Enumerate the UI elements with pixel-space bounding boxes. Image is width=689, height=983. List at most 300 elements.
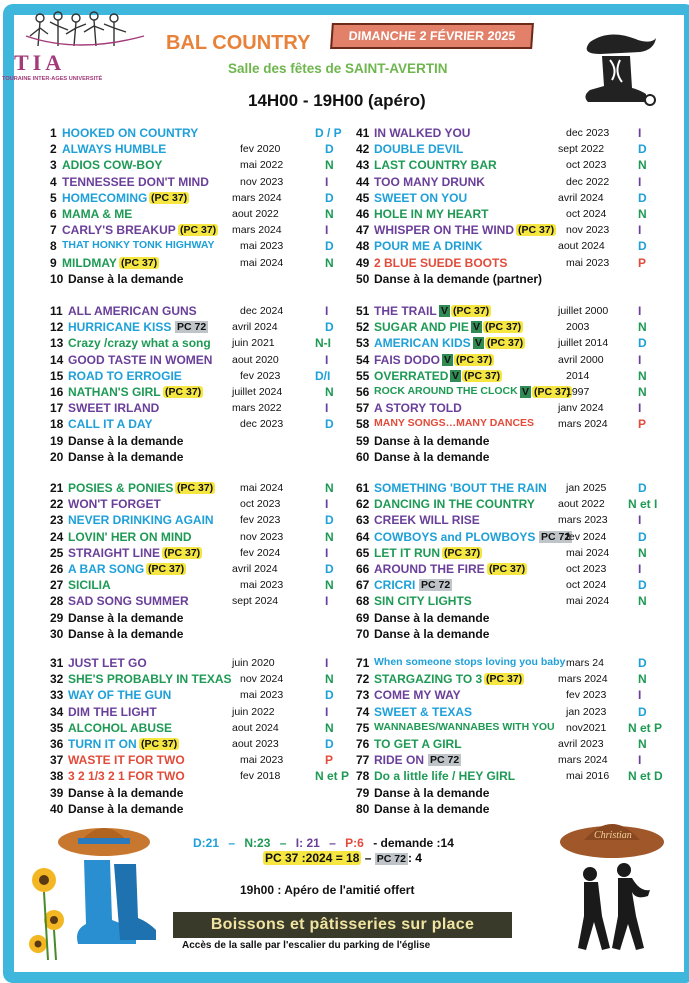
pc37-badge: (PC 37) [487, 337, 524, 350]
song-level: D [638, 704, 647, 719]
song-level: D [325, 142, 334, 157]
song-date: mai 2023 [240, 754, 284, 767]
song-date: aout 2023 [232, 738, 279, 750]
song-date: jan 2023 [566, 705, 607, 718]
pc-summary [263, 851, 422, 865]
song-level: I [638, 174, 642, 189]
song-title: Danse à la demande [68, 433, 184, 448]
song-date: dec 2023 [566, 127, 610, 139]
song-row [50, 530, 350, 546]
song-title: WANNABES/WANNABES WITH YOU [374, 720, 555, 733]
song-level: N [638, 207, 647, 221]
song-number: 58 [356, 417, 370, 432]
song-level: N [638, 320, 647, 335]
song-title: CRICRI [374, 578, 416, 593]
pc37-badge: (PC 37) [121, 256, 158, 269]
song-date: oct 2023 [566, 159, 607, 172]
song-row [50, 401, 350, 417]
song-row [50, 753, 350, 769]
song-title: 3 2 1/3 2 1 FOR TWO [68, 769, 185, 784]
song-title: CREEK WILL RISE [374, 513, 480, 528]
song-level: N-I [315, 336, 331, 351]
song-row [356, 272, 656, 288]
song-row [50, 481, 350, 497]
song-number: 56 [356, 385, 370, 399]
song-number: 34 [50, 704, 64, 719]
pc37-badge: (PC 37) [177, 482, 214, 494]
song-title: Danse à la demande [68, 785, 184, 800]
song-row [356, 385, 656, 401]
cowboy-boots-sunflowers-icon [24, 820, 174, 960]
song-date: mai 2023 [240, 689, 284, 702]
song-row [50, 126, 350, 142]
song-number: 65 [356, 545, 370, 560]
song-number: 53 [356, 336, 370, 351]
song-number: 80 [356, 801, 370, 816]
song-date: juin 2021 [232, 337, 275, 350]
song-level: D [325, 513, 334, 528]
song-number: 28 [50, 594, 64, 609]
song-level: N [325, 255, 334, 270]
song-date: aout 2022 [558, 498, 605, 511]
song-date: jan 2025 [566, 482, 607, 494]
song-title: 2 BLUE SUEDE BOOTS [374, 255, 508, 270]
song-number: 14 [50, 352, 64, 367]
song-title: ALWAYS HUMBLE [62, 142, 167, 157]
summary-pc72-count: : 4 [407, 851, 422, 865]
song-row [50, 320, 350, 336]
pc37-badge: (PC 37) [141, 738, 178, 750]
song-date: oct 2024 [566, 579, 607, 592]
song-title: Danse à la demande [68, 271, 184, 286]
song-row [356, 434, 656, 450]
song-date: mars 2024 [232, 224, 282, 237]
song-title: SOMETHING 'BOUT THE RAIN [374, 481, 547, 495]
v-badge: V [452, 369, 460, 382]
song-date: juillet 2024 [232, 386, 283, 398]
song-date: fev 2024 [240, 546, 281, 559]
song-title: Danse à la demande [374, 449, 490, 464]
song-date: nov 2023 [240, 175, 284, 188]
song-level: I [638, 562, 642, 576]
song-date: juillet 2014 [558, 337, 609, 350]
song-number: 61 [356, 481, 370, 495]
song-level: I [325, 304, 329, 318]
song-row [50, 256, 350, 272]
song-number: 57 [356, 401, 370, 416]
song-title: ALCOHOL ABUSE [68, 720, 173, 735]
song-date: sept 2024 [232, 595, 279, 608]
song-title: Danse à la demande [68, 801, 184, 816]
song-title: OVERRATED [374, 368, 449, 383]
song-number: 77 [356, 753, 370, 768]
song-row [356, 175, 656, 191]
song-date: mars 24 [566, 657, 604, 669]
song-title: Danse à la demande (partner) [374, 271, 543, 286]
song-number: 51 [356, 304, 370, 318]
song-row [50, 336, 350, 352]
pc72-badge: PC 72 [430, 754, 460, 767]
song-level: I [638, 513, 642, 528]
song-row [50, 627, 350, 643]
song-number: 39 [50, 785, 64, 800]
song-row [356, 786, 656, 802]
song-number: 35 [50, 720, 64, 735]
song-title: JUST LET GO [68, 656, 147, 670]
v-badge: V [475, 337, 483, 350]
summary-pc72: PC 72 [376, 853, 406, 865]
song-date: mai 2023 [240, 240, 284, 253]
song-date: mars 2024 [558, 673, 608, 686]
venue: Salle des fêtes de SAINT-AVERTIN [228, 61, 448, 76]
song-date: mars 2023 [558, 514, 608, 527]
song-title: DIM THE LIGHT [68, 704, 157, 719]
level-summary [193, 836, 454, 850]
song-level: N [325, 672, 334, 687]
song-level: N [325, 720, 334, 735]
song-level: D [325, 190, 334, 205]
song-date: avril 2024 [558, 191, 604, 204]
apero-note: 19h00 : Apéro de l'amitié offert [240, 883, 415, 897]
song-title: GOOD TASTE IN WOMEN [68, 352, 213, 367]
song-level: I [325, 401, 329, 416]
song-number: 79 [356, 785, 370, 800]
song-row [50, 721, 350, 737]
song-number: 50 [356, 271, 370, 286]
song-row [356, 530, 656, 546]
song-row [50, 497, 350, 513]
song-title: TO GET A GIRL [374, 737, 462, 751]
song-date: janv 2024 [558, 402, 604, 415]
song-level: I [325, 656, 329, 670]
song-title: Crazy /crazy what a song [68, 336, 211, 351]
song-title: STARGAZING TO 3 [374, 672, 483, 687]
song-level: I [325, 223, 329, 238]
song-level: N et D [628, 769, 663, 784]
logo-name: TIA [14, 50, 66, 75]
song-number: 52 [356, 320, 370, 335]
song-level: I [325, 352, 329, 367]
song-number: 71 [356, 656, 370, 670]
song-title: CALL IT A DAY [68, 417, 153, 432]
song-title: SUGAR AND PIE [374, 320, 469, 335]
song-date: mars 2022 [232, 402, 282, 415]
song-level: D [325, 239, 334, 254]
song-date: mai 2024 [566, 546, 610, 559]
song-level: D [638, 529, 647, 544]
song-title: SWEET & TEXAS [374, 704, 473, 719]
song-date: mai 2024 [566, 595, 610, 608]
song-date: 2003 [566, 321, 590, 334]
song-row [50, 802, 350, 818]
song-title: When someone stops loving you baby [374, 656, 566, 668]
song-row [356, 594, 656, 610]
song-number: 20 [50, 449, 64, 464]
song-number: 36 [50, 737, 64, 751]
song-row [50, 578, 350, 594]
song-row [50, 513, 350, 529]
summary-sep: – [361, 851, 375, 865]
song-level: N [638, 737, 647, 751]
song-title: Do a little life / HEY GIRL [374, 769, 516, 784]
song-row [50, 786, 350, 802]
song-title: POSIES & PONIES [68, 481, 174, 495]
song-row [50, 450, 350, 466]
pc37-badge: (PC 37) [151, 191, 188, 204]
song-title: POUR ME A DRINK [374, 239, 483, 254]
pc37-badge: (PC 37) [534, 386, 571, 398]
song-level: D [638, 239, 647, 254]
song-row [50, 546, 350, 562]
song-title: A BAR SONG [68, 562, 145, 576]
song-title: NATHAN'S GIRL [68, 385, 161, 399]
song-title: SICILIA [68, 578, 111, 593]
song-title: WASTE IT FOR TWO [68, 753, 185, 768]
song-row [356, 401, 656, 417]
song-row [356, 142, 656, 158]
song-level: P [325, 753, 334, 768]
song-date: mai 2022 [240, 159, 284, 172]
song-title: WHISPER ON THE WIND [374, 223, 514, 238]
song-number: 15 [50, 368, 64, 383]
song-date: mars 2024 [558, 418, 608, 431]
song-level: N [325, 158, 334, 173]
song-title: Danse à la demande [68, 449, 184, 464]
v-badge: V [473, 321, 481, 334]
song-date: sept 2022 [558, 143, 605, 156]
pc72-badge: PC 72 [421, 579, 451, 592]
song-level: N [638, 545, 647, 560]
song-date: mai 2024 [240, 482, 284, 494]
song-date: aout 2020 [232, 353, 279, 366]
pc37-badge: (PC 37) [180, 224, 217, 237]
song-date: mai 2016 [566, 770, 610, 783]
song-date: mai 2024 [240, 256, 284, 269]
song-row [50, 705, 350, 721]
song-number: 55 [356, 368, 370, 383]
song-level: N [325, 385, 334, 399]
song-date: dec 2022 [566, 175, 610, 188]
song-row [356, 497, 656, 513]
song-number: 9 [50, 255, 57, 270]
song-row [50, 688, 350, 704]
pc37-badge: (PC 37) [486, 673, 523, 686]
song-date: oct 2023 [566, 563, 607, 575]
song-level: D [638, 578, 647, 593]
song-date: oct 2024 [566, 208, 607, 220]
song-date: fev 2023 [240, 369, 281, 382]
song-level: D [638, 656, 647, 670]
song-title: Danse à la demande [374, 785, 490, 800]
song-row [356, 562, 656, 578]
pc37-badge: (PC 37) [485, 321, 522, 334]
song-row [356, 450, 656, 466]
song-title: LOVIN' HER ON MIND [68, 529, 192, 544]
song-date: aout 2024 [232, 721, 279, 734]
song-number: 33 [50, 688, 64, 703]
song-number: 67 [356, 578, 370, 593]
song-title: HOMECOMING [62, 190, 148, 205]
song-title: SHE'S PROBABLY IN TEXAS [68, 672, 232, 687]
song-number: 78 [356, 769, 370, 784]
song-number: 40 [50, 801, 64, 816]
song-title: TURN IT ON [68, 737, 137, 751]
song-level: I [638, 352, 642, 367]
song-number: 24 [50, 529, 64, 544]
drinks-banner [173, 912, 512, 938]
pc37-badge: (PC 37) [165, 386, 202, 398]
song-number: 64 [356, 529, 370, 544]
song-level: D [638, 336, 647, 351]
song-title: COME MY WAY [374, 688, 461, 703]
song-title: THE TRAIL [374, 304, 437, 318]
song-title: NEVER DRINKING AGAIN [68, 513, 214, 528]
logo-subtitle: TOURAINE INTER-AGES UNIVERSITÉ [2, 76, 103, 82]
song-number: 45 [356, 190, 370, 205]
song-row [356, 578, 656, 594]
song-date: fev 2023 [240, 514, 281, 527]
song-title: SIN CITY LIGHTS [374, 594, 472, 609]
song-row [50, 191, 350, 207]
song-level: N et P [315, 769, 350, 784]
song-row [50, 611, 350, 627]
song-row [50, 158, 350, 174]
song-row [356, 207, 656, 223]
song-level: D [325, 320, 334, 335]
song-date: 2014 [566, 369, 590, 382]
song-row [50, 594, 350, 610]
song-level: N [325, 207, 334, 221]
song-number: 49 [356, 255, 370, 270]
song-row [356, 191, 656, 207]
song-title: A STORY TOLD [374, 401, 462, 416]
pc37-badge: (PC 37) [518, 224, 555, 237]
song-level: D/I [315, 368, 331, 383]
song-level: D [325, 737, 334, 751]
song-level: N [325, 481, 334, 495]
song-level: D [325, 417, 334, 432]
summary-p: P:6 [345, 836, 364, 850]
song-level: N [638, 385, 647, 399]
pc37-badge: (PC 37) [453, 305, 490, 317]
access-note: Accès de la salle par l'escalier du parking de l'église [182, 940, 431, 951]
song-number: 5 [50, 190, 57, 205]
song-number: 60 [356, 449, 370, 464]
pc37-badge: (PC 37) [164, 546, 201, 559]
summary-dash-3: – [329, 836, 336, 850]
song-row [356, 611, 656, 627]
song-level: N et P [628, 720, 663, 735]
song-row [50, 175, 350, 191]
song-level: I [325, 545, 329, 560]
song-number: 10 [50, 271, 64, 286]
song-number: 69 [356, 610, 370, 625]
pc72-badge: PC 72 [177, 321, 207, 334]
song-number: 22 [50, 497, 64, 512]
song-number: 1 [50, 126, 57, 140]
summary-n: N:23 [244, 836, 271, 850]
song-number: 30 [50, 626, 64, 641]
song-row [50, 207, 350, 223]
song-number: 72 [356, 672, 370, 687]
song-number: 2 [50, 142, 57, 157]
song-number: 54 [356, 352, 370, 367]
date-banner [330, 23, 534, 49]
song-number: 63 [356, 513, 370, 528]
song-title: LET IT RUN [374, 545, 440, 560]
song-date: juillet 2000 [558, 305, 609, 317]
song-date: avril 2024 [232, 563, 278, 575]
song-title: TOO MANY DRUNK [374, 174, 485, 189]
song-level: P [638, 417, 647, 432]
song-row [50, 272, 350, 288]
song-level: N [638, 672, 647, 687]
song-row [50, 239, 350, 255]
song-level: I [638, 401, 642, 416]
song-number: 62 [356, 497, 370, 512]
song-row [50, 353, 350, 369]
song-row [356, 513, 656, 529]
song-level: N [638, 368, 647, 383]
song-title: COWBOYS and PLOWBOYS [374, 529, 536, 544]
song-date: avril 2000 [558, 353, 604, 366]
song-date: nov2021 [566, 721, 607, 734]
song-row [356, 720, 663, 737]
drinks-text: Boissons et pâtisseries sur place [210, 916, 475, 933]
summary-dash-1: – [228, 836, 236, 850]
song-row [356, 737, 656, 753]
song-number: 11 [50, 304, 63, 318]
song-title: Danse à la demande [68, 610, 184, 625]
song-number: 74 [356, 704, 370, 719]
song-number: 46 [356, 207, 370, 221]
song-level: P [638, 255, 647, 270]
song-number: 8 [50, 239, 57, 254]
song-number: 42 [356, 142, 370, 157]
song-title: ROAD TO ERROGIE [68, 368, 182, 383]
song-title: HURRICANE KISS [68, 320, 172, 335]
song-date: nov 2024 [240, 673, 284, 686]
song-date: fev 2023 [566, 689, 607, 702]
song-title: AMERICAN KIDS [374, 336, 471, 351]
song-date: 1997 [566, 386, 590, 398]
song-level: I [325, 704, 329, 719]
song-title: ROCK AROUND THE CLOCK [374, 385, 518, 397]
song-title: TENNESSEE DON'T MIND [62, 174, 209, 189]
song-title: Danse à la demande [68, 626, 184, 641]
song-level: N [325, 529, 334, 544]
song-title: CARLY'S BREAKUP [62, 223, 176, 238]
pc37-badge: (PC 37) [148, 563, 185, 575]
song-date: mai 2023 [240, 579, 284, 592]
song-title: HOLE IN MY HEART [374, 207, 489, 221]
song-date: avril 2024 [232, 321, 278, 334]
song-number: 75 [356, 720, 370, 735]
song-title: Danse à la demande [374, 610, 490, 625]
song-row [50, 769, 350, 785]
song-level: D [325, 562, 334, 576]
song-title: IN WALKED YOU [374, 126, 471, 140]
song-title: THAT HONKY TONK HIGHWAY [62, 239, 215, 252]
summary-d: D:21 [193, 836, 220, 850]
song-number: 44 [356, 174, 370, 189]
song-date: aout 2024 [558, 240, 605, 253]
song-level: N et I [628, 497, 658, 512]
song-row [356, 546, 656, 562]
song-date: fev 2018 [240, 770, 281, 783]
song-title: Danse à la demande [374, 801, 490, 816]
song-date: oct 2023 [240, 498, 281, 511]
